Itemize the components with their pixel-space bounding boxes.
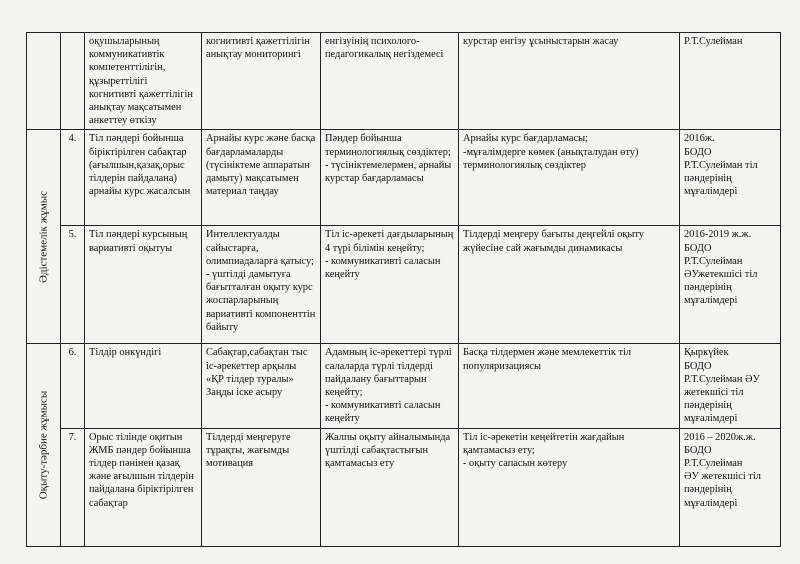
means-line: - коммуникативті саласын кеңейту: [325, 400, 441, 425]
means-cell: [321, 226, 459, 344]
means-line: Тіл іс-әрекеті дағдыларының 4 түрі білімін кеңейту;: [325, 229, 454, 254]
task-cell: Тіл пәндері курсының вариативті оқытуы: [85, 226, 202, 344]
action-cell: Сабақтар,сабақтан тыс іс-әрекеттер арқылы «ҚР тілдер туралы» Заңды іске асыру: [202, 344, 321, 428]
task-cell: Тілдір онкүндігі: [85, 344, 202, 428]
action-line: Интеллектуалды сайыстарға, олимпиадаларға қатысу;: [206, 229, 314, 267]
table-row: [27, 33, 781, 130]
section-cell-empty: [27, 33, 61, 130]
means-cell: енгізуінің психолого-педагогикалық негіздемесі: [321, 33, 459, 130]
task-cell: Тіл пәндері бойынша біріктірілген сабақтар (ағылшын,қазақ,орыс тілдерін пайдалана) арнайы курс жасалсын: [85, 130, 202, 226]
result-cell: [459, 130, 680, 226]
table-row: [27, 130, 781, 226]
responsible-line: БОДО: [684, 146, 712, 158]
section-label: Әдістемелік жұмыс: [36, 190, 49, 283]
section-educational: [27, 344, 61, 546]
action-cell: Арнайы курс және басқа бағдарламаларды (түсініктеме аппаратын дамыту) мақсатымен материал таңдау: [202, 130, 321, 226]
means-line: Адамның іс-әрекеттері түрлі салаларда түрлі тілдерді пайдалану бағыттарын кеңейту;: [325, 347, 452, 399]
means-cell: Жалпы оқыту айналымында үштілді сабақтастығын қамтамасыз ету: [321, 428, 459, 546]
action-cell: [202, 226, 321, 344]
task-cell: Орыс тілінде оқитын ЖМБ пәндер бойынша тілдер пәнінен қазақ және ағылшын тілдерін пайдалана біріктірілген сабақтар: [85, 428, 202, 546]
section-label: Оқыту-тәрбие жұмысы: [36, 390, 49, 500]
responsible-line: БОДО: [684, 360, 712, 372]
result-cell: курстар енгізу ұсыныстарын жасау: [459, 33, 680, 130]
means-line: - түсініктемелермен, арнайы курстар бағдарламасы: [325, 159, 452, 185]
responsible-line: Р.Т.Сулейман ӘУ жетекшісі тіл пәндерінің мұғалімдері: [684, 373, 760, 425]
action-cell: Тілдерді меңгеруге тұрақты, жағымды мотивация: [202, 428, 321, 546]
means-line: - коммуникативті саласын кеңейту: [325, 255, 441, 281]
means-line: Пәндер бойынша терминологиялық сөздіктер;: [325, 133, 451, 158]
responsible-line: 2016 – 2020ж.ж.: [684, 431, 756, 443]
table-row: [27, 344, 781, 428]
responsible-line: 2016ж.: [684, 133, 715, 145]
responsible-line: Р.Т.Сулейман: [684, 36, 743, 47]
result-line: - оқыту сапасын көтеру: [463, 458, 568, 470]
responsible-cell: [680, 344, 781, 428]
responsible-line: Р.Т.Сулейман тіл пәндерінің мұғалімдері: [684, 159, 758, 198]
action-cell: когнитивті қажеттілігін анықтау мониторингі: [202, 33, 321, 130]
responsible-line: Қыркүйек: [684, 347, 729, 359]
plan-table: [26, 32, 781, 547]
means-cell: [321, 130, 459, 226]
responsible-cell: [680, 33, 781, 130]
result-line: -мұғалімдерге көмек (анықталудан өту) терминологиялық сөздіктер: [463, 146, 639, 171]
responsible-line: БОДО: [684, 242, 712, 254]
section-methodical: [27, 130, 61, 344]
result-line: Тіл іс-әрекетін кеңейтетін жағдайын қамтамасыз ету;: [463, 431, 625, 456]
table-row: [27, 226, 781, 344]
table-row: [27, 428, 781, 546]
row-number: 5.: [61, 226, 85, 344]
task-cell: оқушыларының коммуникативтік компетенттілігін, құзыреттілігі когнитивті қажеттілігін анықтау мақсатымен анкеттеу өткізу: [85, 33, 202, 130]
responsible-line: Р.Т.Сулейман ӘУжетекшісі тіл пәндерінің мұғалімдері: [684, 255, 758, 307]
action-line: - үштілді дамытуға бағытталған оқыту курс жоспарларының вариативті компоненттін байыту: [206, 269, 316, 333]
result-cell: [459, 428, 680, 546]
row-number: [61, 33, 85, 130]
result-cell: Тілдерді меңгеру бағыты деңгейлі оқыту жүйесіне сай жағымды динамикасы: [459, 226, 680, 344]
row-number: 6.: [61, 344, 85, 428]
responsible-cell: [680, 428, 781, 546]
responsible-cell: [680, 130, 781, 226]
row-number: 7.: [61, 428, 85, 546]
responsible-line: ӘУ жетекшісі тіл пәндерінің мұғалімдері: [684, 471, 761, 509]
row-number: 4.: [61, 130, 85, 226]
responsible-line: 2016-2019 ж.ж.: [684, 229, 752, 241]
result-line: Арнайы курс бағдарламасы;: [463, 133, 589, 145]
means-cell: [321, 344, 459, 428]
responsible-cell: [680, 226, 781, 344]
responsible-line: БОДО: [684, 444, 712, 456]
responsible-line: Р.Т.Сулейман: [684, 458, 743, 470]
result-cell: Басқа тілдермен және мемлекеттік тіл популяризациясы: [459, 344, 680, 428]
